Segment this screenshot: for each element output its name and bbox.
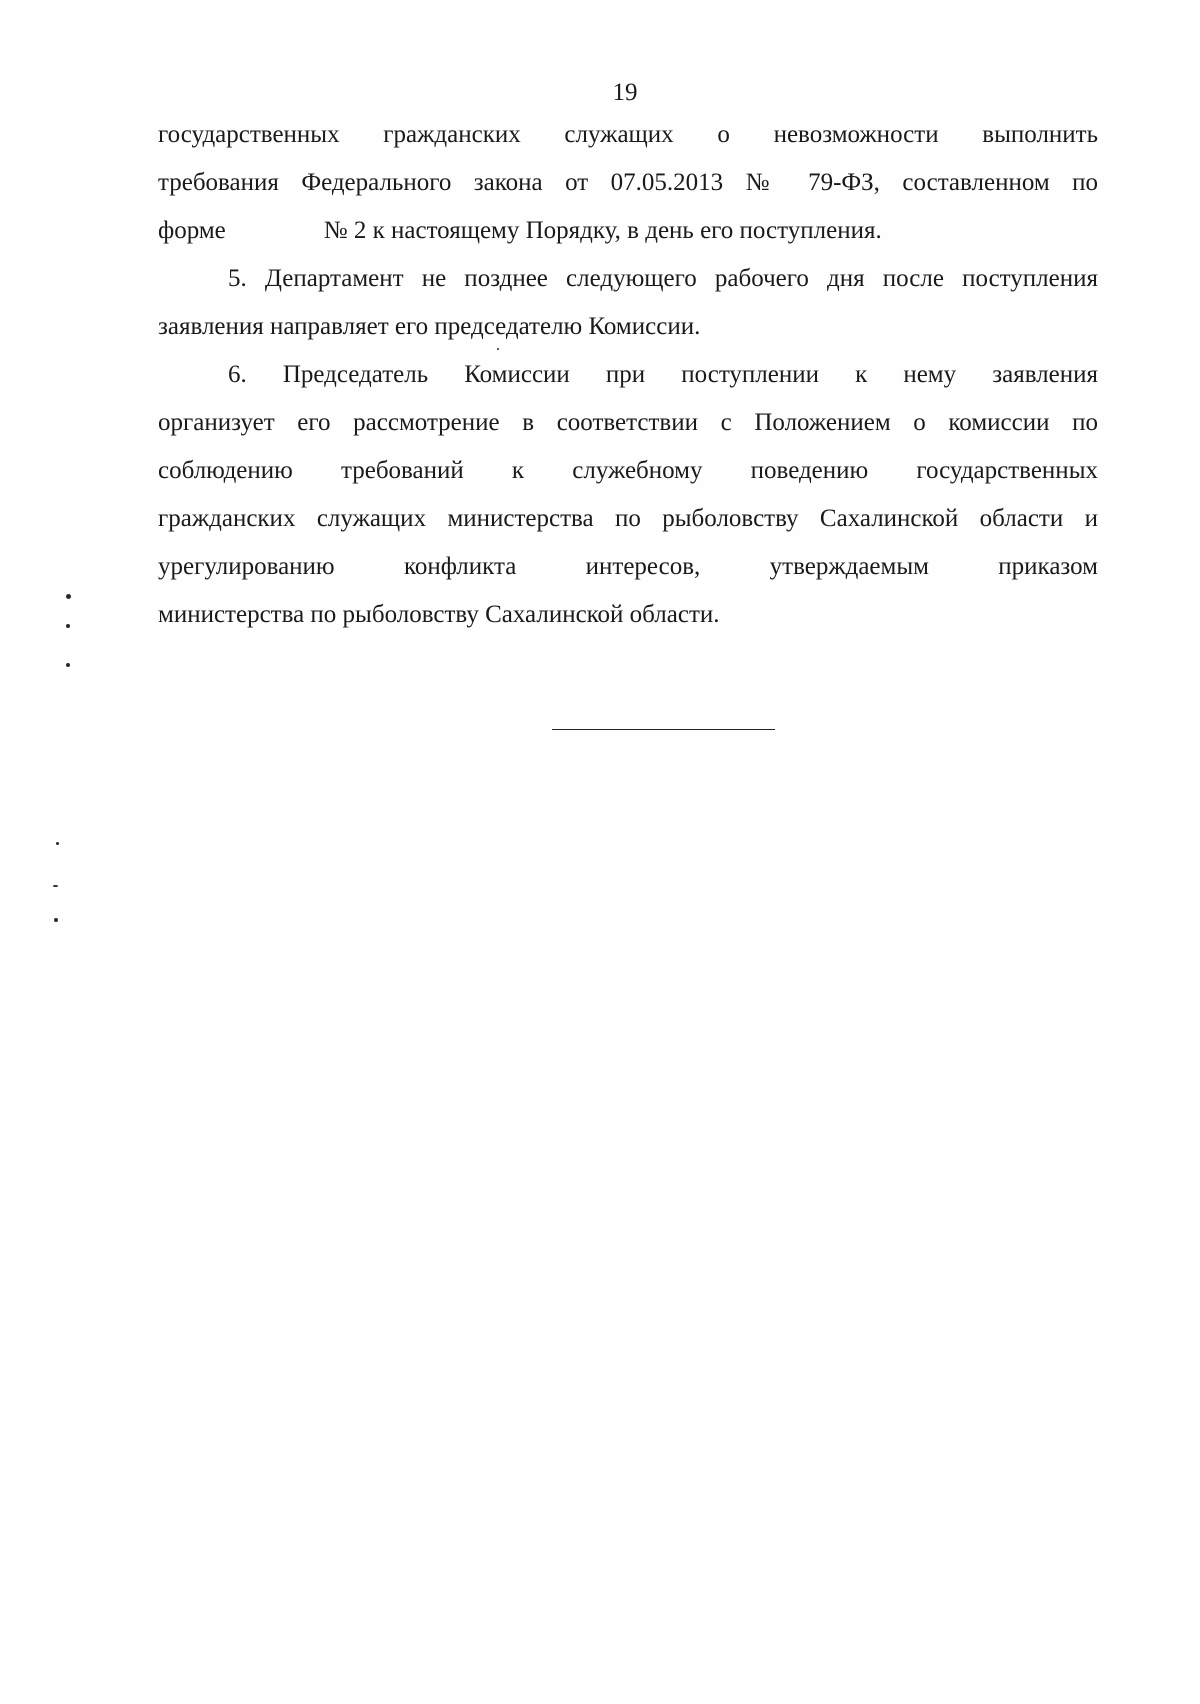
scan-speck	[497, 348, 499, 350]
paragraph-6-first-line: 6. Председатель Комиссии при поступлении к нему заявления	[228, 361, 1098, 388]
text-line: организует его рассмотрение в соответствии с Положением о комиссии по	[158, 409, 1098, 436]
text-line: соблюдению требований к служебному поведению государственных	[158, 457, 1098, 484]
scan-speck	[66, 663, 70, 667]
text-line: требования Федерального закона от 07.05.2013 № 79-ФЗ, составленном по	[158, 169, 1098, 196]
closing-rule	[552, 729, 775, 730]
text-line	[158, 207, 1098, 255]
text-fragment: форме	[158, 217, 226, 244]
document-body	[158, 111, 1098, 639]
text-fragment: № 2 к настоящему Порядку, в день его поступления.	[323, 217, 882, 244]
scan-speck	[66, 624, 70, 628]
scan-speck	[56, 842, 59, 845]
scan-speck	[54, 918, 58, 922]
text-line: государственных гражданских служащих о невозможности выполнить	[158, 121, 1098, 148]
page-number: 19	[612, 79, 638, 106]
text-line: гражданских служащих министерства по рыболовству Сахалинской области и	[158, 505, 1098, 532]
text-line: урегулированию конфликта интересов, утверждаемым приказом	[158, 553, 1098, 580]
text-line: заявления направляет его председателю Комиссии.	[158, 313, 701, 340]
text-line: министерства по рыболовству Сахалинской области.	[158, 601, 720, 628]
scan-speck	[66, 594, 71, 599]
scan-speck	[53, 885, 58, 887]
paragraph-5-first-line: 5. Департамент не позднее следующего рабочего дня после поступления	[228, 265, 1098, 292]
